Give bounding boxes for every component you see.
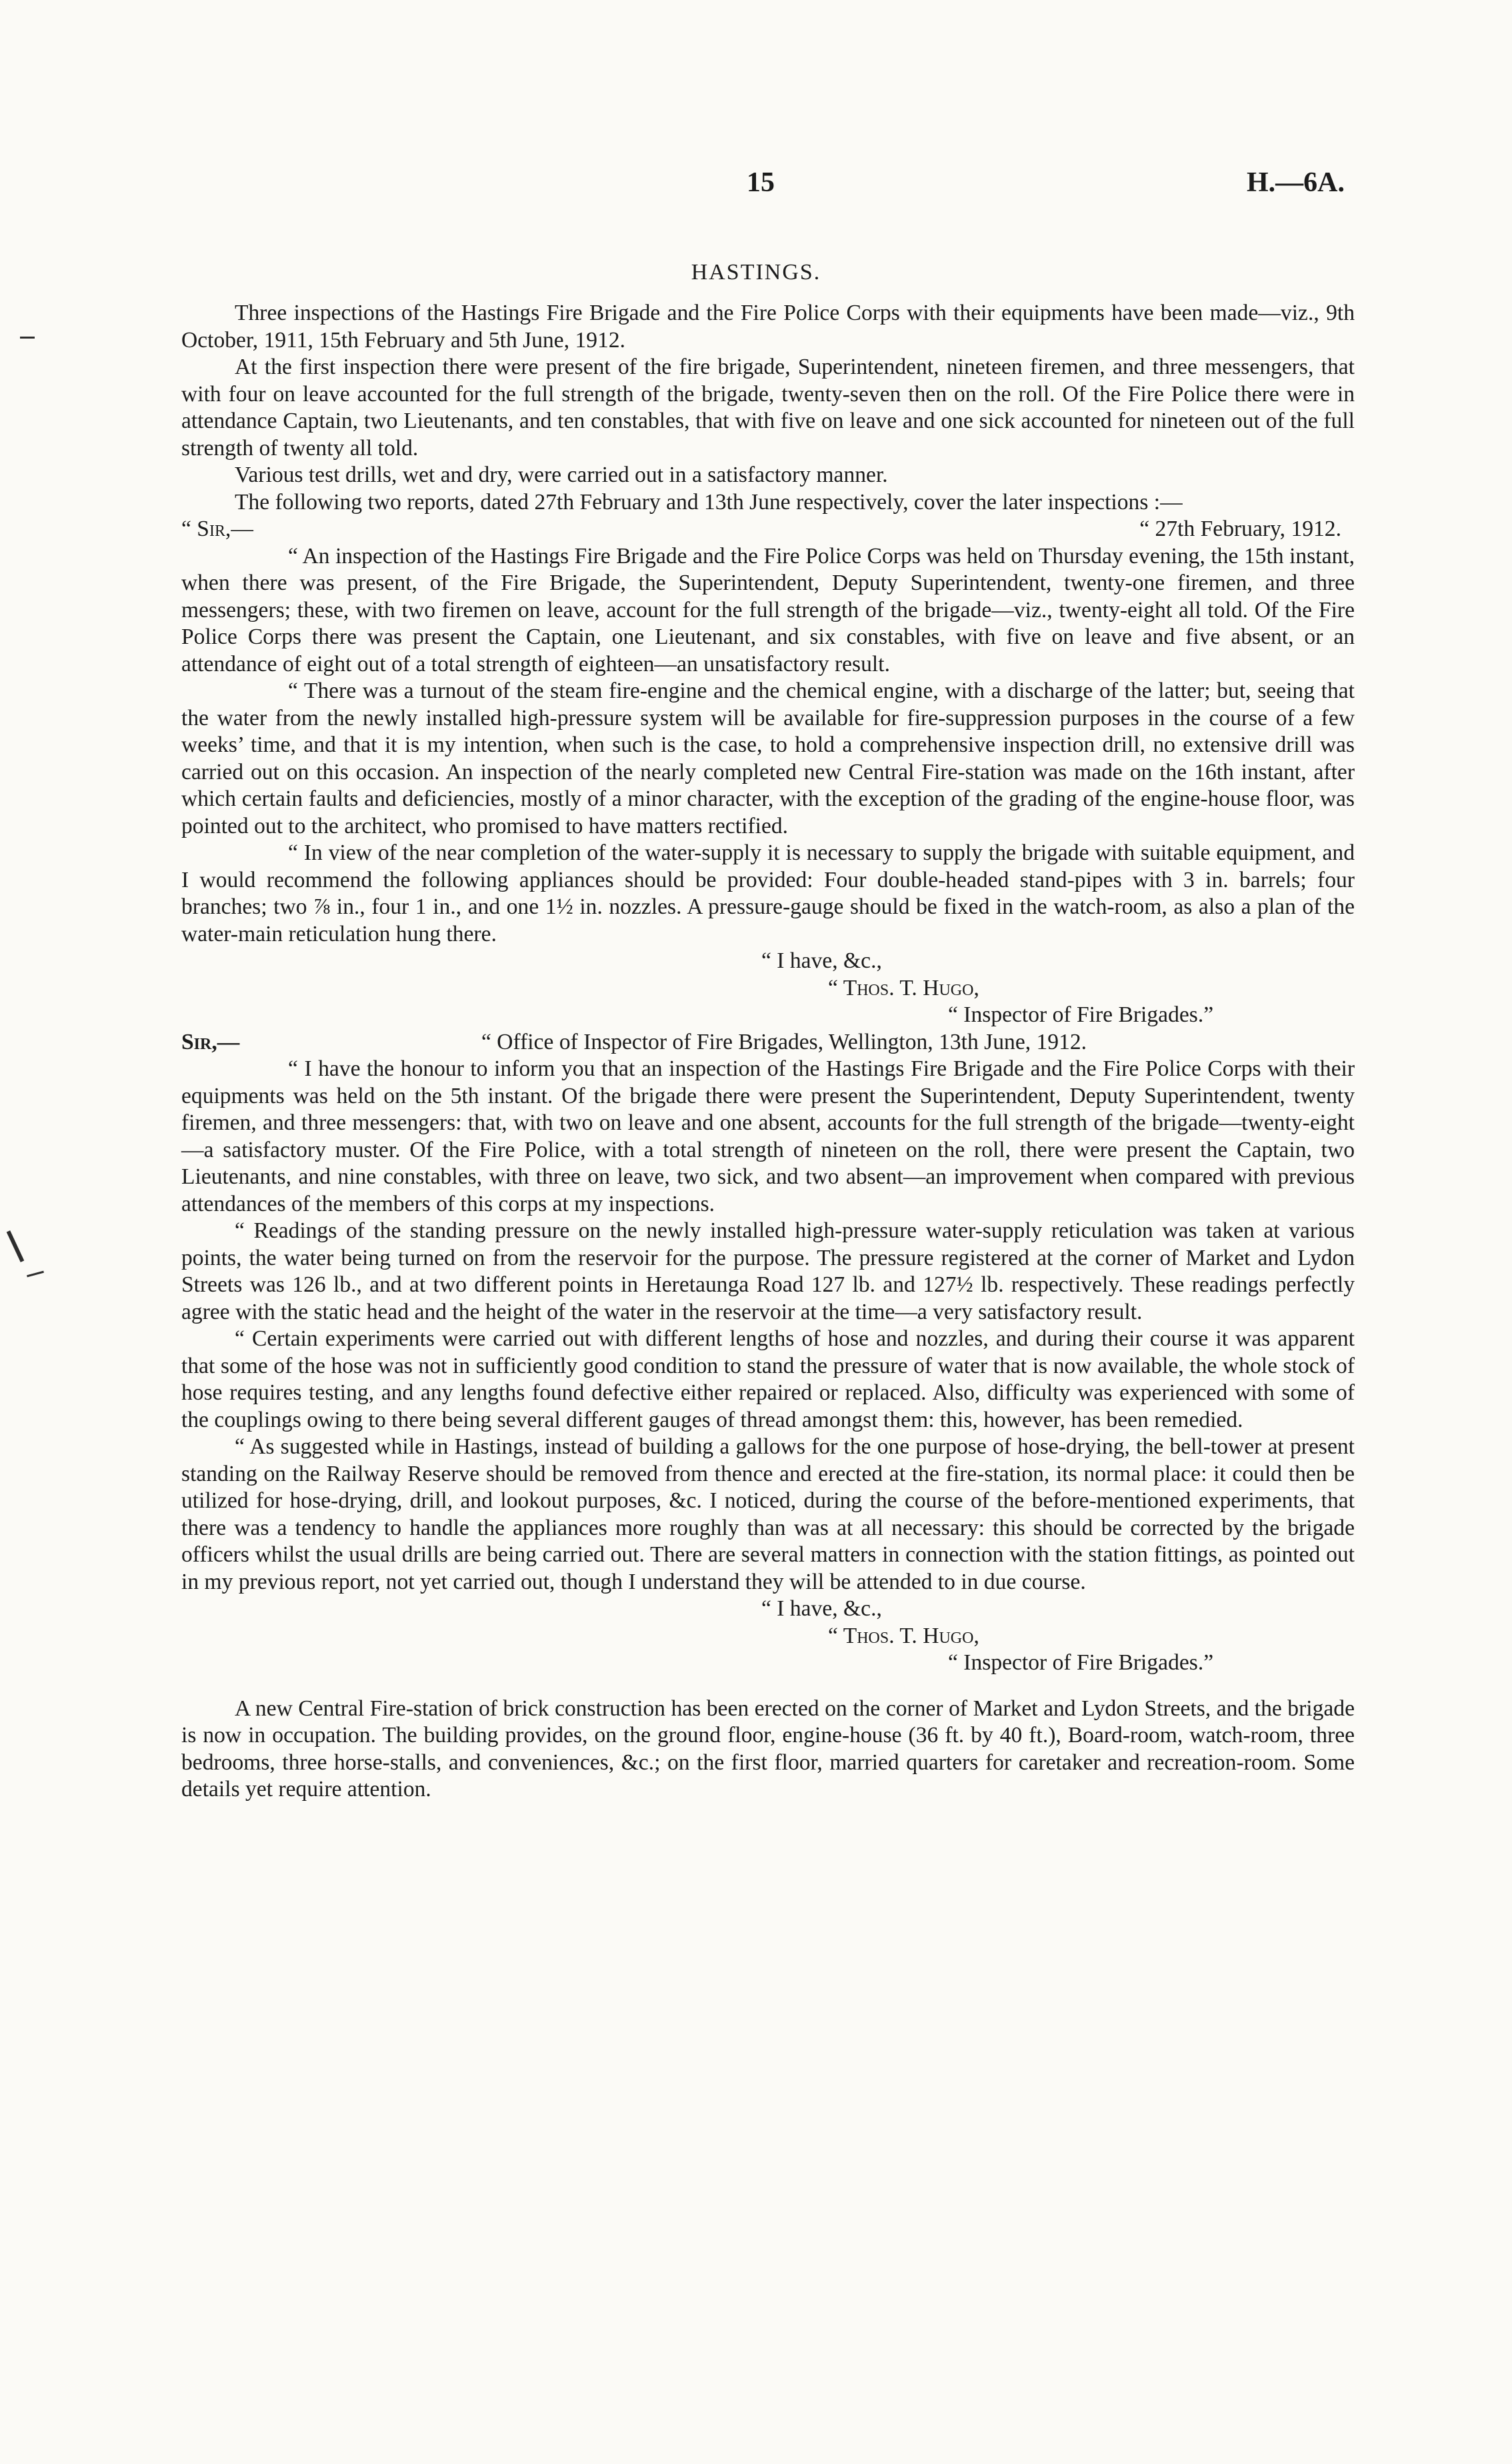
intro-paragraph-2: At the first inspection there were present of the fire brigade, Superintendent, nineteen firemen, and three messengers, that with four on leave accounted for the full strength of the brigade, twenty-seven then on the roll. Of the Fire Police there were in attendance Captain, two Lieutenants, and ten constables, that with five on leave and one sick accounted for nineteen out of the full strength of twenty all told.: [181, 355, 1355, 461]
letter-1-closing: “ I have, &c.,: [761, 948, 882, 973]
letter-2-signature: “ Thos. T. Hugo,: [828, 1623, 979, 1648]
scan-artifact-mark: [7, 1230, 25, 1262]
letter-2-header: [181, 1029, 1355, 1056]
letter-1-date: “ 27th February, 1912.: [1139, 517, 1341, 541]
letter-1-paragraph-3: “ In view of the near completion of the water-supply it is necessary to supply the brigade with suitable equipment, and I would recommend the following appliances should be provided: Four double-headed stand-pipes with 3 in. barrels; four branches; two ⅞ in., four 1 in., and one 1½ in. nozzles. A pressure-gauge should be fixed in the watch-room, as also a plan of the water-main reticulation hung there.: [181, 840, 1355, 946]
letter-1-salutation: “ Sir,—: [181, 517, 253, 541]
letter-1-paragraph-2: “ There was a turnout of the steam fire-engine and the chemical engine, with a discharge of the latter; but, seeing that the water from the newly installed high-pressure system will be available for fire-suppression purposes in the course of a few weeks’ time, and that it is my intention, when such is the case, to hold a comprehensive inspection drill, no extensive drill was carried out on this occasion. An inspection of the nearly completed new Central Fire-station was made on the 16th instant, after which certain faults and deficiencies, mostly of a minor character, with the exception of the grading of the engine-house floor, was pointed out to the architect, who promised to have matters rectified.: [181, 678, 1355, 838]
letter-1-paragraph-1: “ An inspection of the Hastings Fire Brigade and the Fire Police Corps was held on Thursday evening, the 15th instant, when there was present, of the Fire Brigade, the Superintendent, Deputy Superintendent, twenty-one firemen, and three messengers; these, with two firemen on leave, account for the full strength of the brigade—viz., twenty-eight all told. Of the Fire Police Corps there was present the Captain, one Lieutenant, and six constables, with five on leave and five absent, or an attendance of eight out of a total strength of eighteen—an unsatisfactory result.: [181, 543, 1355, 676]
intro-paragraph-3: Various test drills, wet and dry, were carried out in a satisfactory manner.: [235, 463, 888, 487]
section-heading: HASTINGS.: [691, 260, 821, 285]
letter-2-paragraph-2: “ Readings of the standing pressure on the newly installed high-pressure water-supply reticulation was taken at various points, the water being turned on from the reservoir for the purpose. The pressure registered at the corner of Market and Lydon Streets was 126 lb., and at two different points in Heretaunga Road 127 lb. and 127½ lb. respectively. These readings perfectly agree with the static head and the height of the water in the reservoir at the time—a very satisfactory result.: [181, 1218, 1355, 1324]
letter-2-paragraph-4: “ As suggested while in Hastings, instead of building a gallows for the one purpose of hose-drying, the bell-tower at present standing on the Railway Reserve should be removed from thence and erected at the fire-station, its normal place: it could then be utilized for hose-drying, drill, and lookout purposes, &c. I noticed, during the course of the before-mentioned experiments, that there was a tendency to handle the appliances more roughly than was at all necessary: this should be corrected by the brigade officers whilst the usual drills are being carried out. There are several matters in connection with the station fittings, as pointed out in my previous report, not yet carried out, though I understand they will be attended to in due course.: [181, 1434, 1355, 1594]
letter-1-signatory-title: “ Inspector of Fire Brigades.”: [948, 1002, 1214, 1027]
page-number: 15: [747, 167, 775, 198]
scan-artifact-mark: [27, 1271, 44, 1278]
letter-2-salutation: Sir,—: [181, 1029, 240, 1054]
letter-2-signatory-title: “ Inspector of Fire Brigades.”: [948, 1650, 1214, 1675]
intro-paragraph-1: Three inspections of the Hastings Fire Brigade and the Fire Police Corps with their equipments have been made—viz., 9th October, 1911, 15th February and 5th June, 1912.: [181, 301, 1355, 353]
conclusion-paragraph: A new Central Fire-station of brick construction has been erected on the corner of Market and Lydon Streets, and the brigade is now in occupation. The building provides, on the ground floor, engine-house (36 ft. by 40 ft.), Board-room, watch-room, three bedrooms, three horse-stalls, and conveniences, &c.; on the first floor, married quarters for caretaker and recreation-room. Some details yet require attention.: [181, 1696, 1355, 1802]
page-header: [0, 167, 1512, 207]
body-text: [181, 300, 1355, 1804]
letter-2-heading: “ Office of Inspector of Fire Brigades, Wellington, 13th June, 1912.: [481, 1029, 1087, 1054]
letter-1-header: [181, 516, 1355, 543]
letter-2-closing: “ I have, &c.,: [761, 1596, 882, 1621]
intro-paragraph-4: The following two reports, dated 27th February and 13th June respectively, cover the later inspections :—: [235, 489, 1183, 515]
scan-artifact-mark: [20, 337, 35, 339]
letter-2-paragraph-1: “ I have the honour to inform you that an inspection of the Hastings Fire Brigade and the Fire Police Corps with their equipments was held on the 5th instant. Of the brigade there were present the Superintendent, Deputy Superintendent, twenty firemen, and three messengers: that, with two on leave and one absent, accounts for the full strength of the brigade—twenty-eight—a satisfactory muster. Of the Fire Police, with a total strength of nineteen on the roll, there were present the Captain, two Lieutenants, and nine constables, with three on leave, two sick, and two absent—an improvement when compared with previous attendances of the members of this corps at my inspections.: [181, 1056, 1355, 1216]
letter-1-signature: “ Thos. T. Hugo,: [828, 975, 979, 1000]
letter-2-paragraph-3: “ Certain experiments were carried out with different lengths of hose and nozzles, and during their course it was apparent that some of the hose was not in sufficiently good condition to stand the pressure of water that is now available, the whole stock of hose requires testing, and any lengths found defective either repaired or replaced. Also, difficulty was experienced with some of the couplings owing to there being several different gauges of thread amongst them: this, however, has been remedied.: [181, 1326, 1355, 1432]
document-reference: H.—6A.: [1247, 167, 1345, 198]
